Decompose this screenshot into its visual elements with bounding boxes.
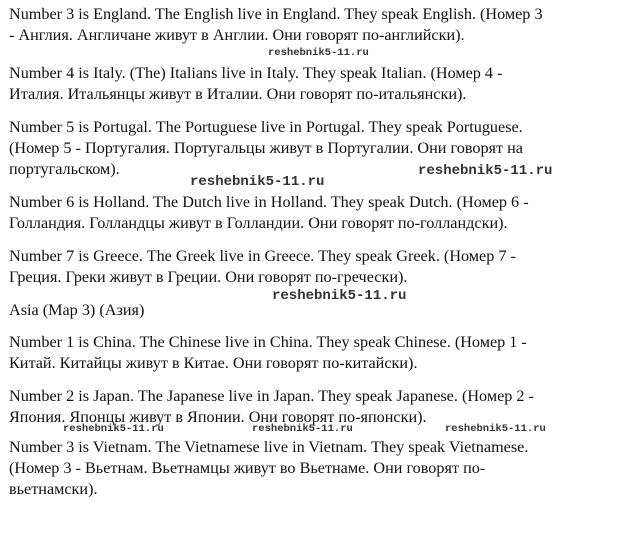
paragraph-japan (9, 386, 534, 428)
paragraph-vietnam (9, 437, 528, 500)
paragraph-china (9, 332, 527, 374)
paragraph-england (9, 4, 543, 46)
text-line: вьетнамски). (9, 480, 98, 498)
text-line: Number 2 is Japan. The Japanese live in Japan. They speak Japanese. (Номер 2 - (9, 387, 534, 405)
watermark-text: reshebnik5-11.ru (418, 163, 553, 179)
text-line: Number 1 is China. The Chinese live in China. They speak Chinese. (Номер 1 - (9, 333, 527, 351)
text-line: Италия. Итальянцы живут в Италии. Они говорят по-итальянски). (9, 85, 467, 103)
section-heading-asia (9, 300, 144, 321)
text-line: Number 4 is Italy. (The) Italians live in Italy. They speak Italian. (Номер 4 - (9, 64, 503, 82)
text-line: Number 7 is Greece. The Greek live in Greece. They speak Greek. (Номер 7 - (9, 247, 516, 265)
watermark-text: reshebnik5-11.ru (63, 423, 164, 435)
text-line: Number 3 is Vietnam. The Vietnamese live in Vietnam. They speak Vietnamese. (9, 438, 529, 456)
text-line: Греция. Греки живут в Греции. Они говорят по-гречески). (9, 268, 408, 286)
text-line: Number 6 is Holland. The Dutch live in Holland. They speak Dutch. (Номер 6 - (9, 193, 529, 211)
text-line: Китай. Китайцы живут в Китае. Они говорят по-китайски). (9, 354, 418, 372)
watermark-text: reshebnik5-11.ru (190, 174, 325, 190)
text-line: - Англия. Англичане живут в Англии. Они говорят по-английски). (9, 26, 465, 44)
text-line: Asia (Map 3) (Азия) (9, 301, 145, 319)
text-line: Number 3 is England. The English live in England. They speak English. (Номер 3 (9, 5, 543, 23)
watermark-text: reshebnik5-11.ru (252, 423, 353, 435)
text-line: (Номер 5 - Португалия. Португальцы живут в Португалии. Они говорят на (9, 139, 523, 157)
paragraph-italy (9, 63, 502, 105)
text-line: (Номер 3 - Вьетнам. Вьетнамцы живут во Вьетнаме. Они говорят по- (9, 459, 486, 477)
paragraph-holland (9, 192, 529, 234)
paragraph-greece (9, 246, 516, 288)
text-line: Япония. Японцы живут в Японии. Они говорят по-японски). (9, 408, 427, 426)
watermark-text: reshebnik5-11.ru (445, 423, 546, 435)
text-line: Голландия. Голландцы живут в Голландии. Они говорят по-голландски). (9, 214, 508, 232)
text-line: Number 5 is Portugal. The Portuguese live in Portugal. They speak Portuguese. (9, 118, 523, 136)
watermark-text: reshebnik5-11.ru (268, 47, 369, 59)
watermark-text: reshebnik5-11.ru (272, 288, 407, 304)
text-line: португальском). (9, 160, 120, 178)
